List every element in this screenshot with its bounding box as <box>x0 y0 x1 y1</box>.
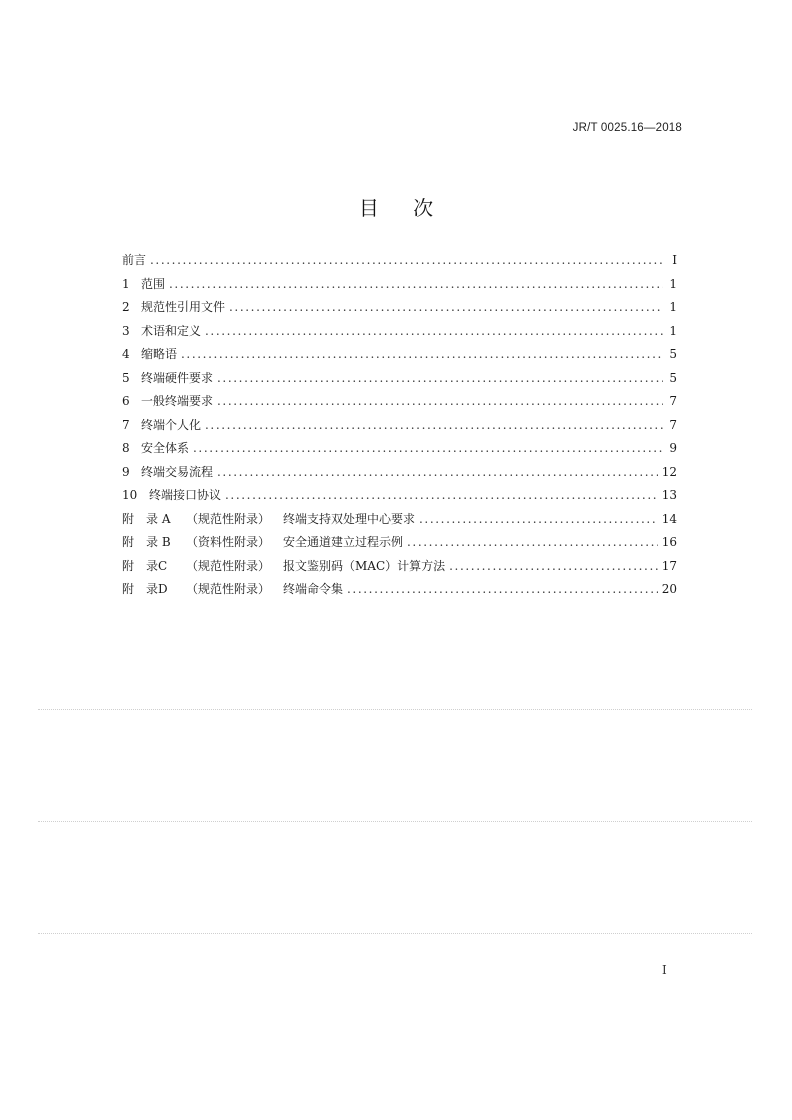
toc-dot-leader <box>150 253 663 267</box>
toc-page-number: 13 <box>661 488 677 502</box>
toc-entry-label: 终端命令集 <box>283 582 344 596</box>
toc-entry-label: 安全通道建立过程示例 <box>283 535 404 549</box>
toc-section-number: 3 <box>122 323 130 338</box>
toc-entry-label: 终端交易流程 <box>141 464 214 479</box>
toc-section-number: 4 <box>122 347 130 361</box>
toc-page-number: 20 <box>661 582 677 596</box>
toc-page-number: 17 <box>661 558 677 573</box>
toc-entry-2[interactable] <box>122 298 677 322</box>
toc-dot-leader <box>193 441 663 455</box>
toc-page-number: 12 <box>661 464 677 479</box>
divider <box>38 709 752 710</box>
appendix-letter: 录 B <box>146 535 171 549</box>
toc-page-number: 1 <box>669 300 677 314</box>
toc-entry-label: 缩略语 <box>141 347 178 361</box>
toc-section-number: 2 <box>122 300 130 314</box>
toc-dot-leader <box>407 535 658 549</box>
toc-dot-leader <box>229 300 663 314</box>
toc-entry-3[interactable] <box>122 322 677 346</box>
appendix-heading <box>122 510 283 527</box>
appendix-heading <box>122 533 283 550</box>
toc-page-number: 5 <box>669 347 677 361</box>
appendix-prefix: 附 <box>122 582 135 596</box>
appendix-letter: 录C <box>146 558 168 573</box>
toc-entry-7[interactable] <box>122 416 677 440</box>
toc-page-number: 14 <box>661 511 677 526</box>
toc-entry-9[interactable] <box>122 463 677 487</box>
toc-page-number: 7 <box>669 394 677 408</box>
appendix-type: （规范性附录） <box>186 511 271 526</box>
toc-dot-leader <box>347 582 658 596</box>
toc-section-number: 1 <box>122 276 130 291</box>
toc-appendix-c[interactable] <box>122 557 677 581</box>
toc-section-number: 5 <box>122 370 130 385</box>
appendix-prefix: 附 <box>122 558 135 573</box>
toc-dot-leader <box>449 559 658 573</box>
toc-appendix-d[interactable] <box>122 580 677 604</box>
toc-entry-label: 范围 <box>141 276 166 291</box>
table-of-contents <box>122 251 677 604</box>
toc-page-number: I <box>672 253 677 267</box>
toc-dot-leader <box>419 512 658 526</box>
toc-dot-leader <box>169 277 663 291</box>
toc-entry-label: 终端个人化 <box>141 417 202 432</box>
toc-entry-1[interactable] <box>122 275 677 299</box>
toc-entry-5[interactable] <box>122 369 677 393</box>
toc-entry-8[interactable] <box>122 439 677 463</box>
toc-entry-foreword[interactable] <box>122 251 677 275</box>
toc-entry-label: 终端接口协议 <box>149 488 222 502</box>
divider <box>38 821 752 822</box>
toc-entry-10[interactable] <box>122 486 677 510</box>
toc-page-number: 5 <box>669 370 677 385</box>
toc-entry-6[interactable] <box>122 392 677 416</box>
toc-dot-leader <box>205 418 663 432</box>
toc-appendix-a[interactable] <box>122 510 677 534</box>
toc-entry-label: 安全体系 <box>141 441 190 455</box>
toc-dot-leader <box>217 465 658 479</box>
toc-entry-label: 规范性引用文件 <box>141 300 226 314</box>
toc-entry-label: 终端支持双处理中心要求 <box>283 511 416 526</box>
appendix-letter: 录D <box>146 582 168 596</box>
toc-dot-leader <box>217 394 663 408</box>
divider <box>38 933 752 934</box>
toc-section-number: 8 <box>122 441 130 455</box>
toc-section-number: 10 <box>122 488 138 502</box>
appendix-prefix: 附 <box>122 511 135 526</box>
toc-appendix-b[interactable] <box>122 533 677 557</box>
appendix-heading <box>122 580 283 597</box>
toc-entry-4[interactable] <box>122 345 677 369</box>
appendix-type: （规范性附录） <box>186 558 271 573</box>
appendix-letter: 录 A <box>146 511 171 526</box>
toc-entry-label: 前言 <box>122 253 147 267</box>
toc-page-number: 9 <box>669 441 677 455</box>
toc-dot-leader <box>225 488 658 502</box>
toc-dot-leader <box>217 371 663 385</box>
toc-page-number: 7 <box>669 417 677 432</box>
toc-page-number: 1 <box>669 323 677 338</box>
toc-dot-leader <box>205 324 663 338</box>
toc-entry-label: 报文鉴别码（MAC）计算方法 <box>283 558 446 573</box>
standard-code: JR/T 0025.16—2018 <box>572 122 682 134</box>
appendix-prefix: 附 <box>122 535 135 549</box>
toc-entry-label: 一般终端要求 <box>141 394 214 408</box>
appendix-heading <box>122 557 283 574</box>
toc-page-number: 1 <box>669 276 677 291</box>
toc-page-number: 16 <box>661 535 677 549</box>
toc-entry-label: 术语和定义 <box>141 323 202 338</box>
toc-section-number: 9 <box>122 464 130 479</box>
toc-entry-label: 终端硬件要求 <box>141 370 214 385</box>
page-title: 目 次 <box>358 196 448 220</box>
page-number: I <box>662 963 667 977</box>
toc-section-number: 7 <box>122 417 130 432</box>
toc-dot-leader <box>181 347 663 361</box>
toc-section-number: 6 <box>122 394 130 408</box>
appendix-type: （资料性附录） <box>186 535 271 549</box>
appendix-type: （规范性附录） <box>186 582 271 596</box>
